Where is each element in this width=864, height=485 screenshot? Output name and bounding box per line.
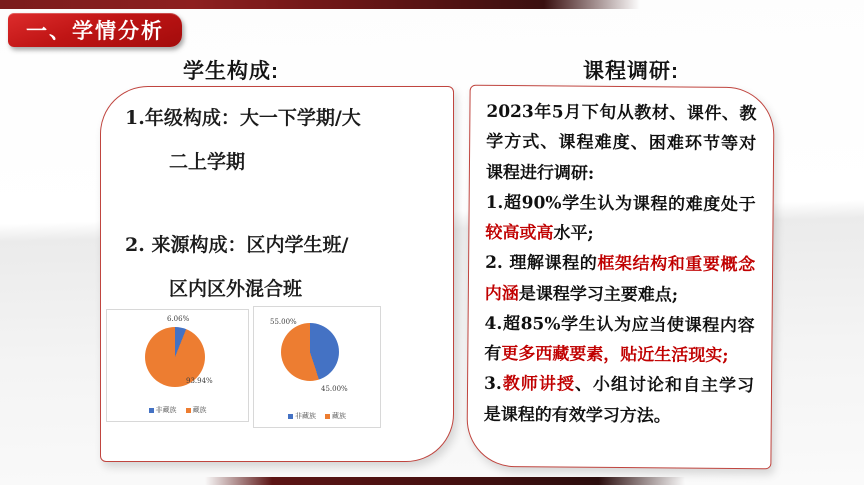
finding-text: 1.超90%学生认为课程的难度处于 bbox=[485, 192, 756, 215]
pie1-blue-value-label: 6.06% bbox=[167, 315, 190, 323]
composition-item-grade bbox=[101, 97, 453, 184]
legend-label: 藏族 bbox=[192, 406, 207, 414]
legend-swatch-orange bbox=[325, 414, 330, 419]
section-banner bbox=[8, 13, 182, 47]
finding-text: 3. bbox=[483, 374, 502, 395]
course-survey-card bbox=[466, 85, 774, 470]
finding-text: 2. 理解课程的 bbox=[485, 253, 598, 275]
section-banner-label: 一、学情分析 bbox=[26, 20, 164, 43]
survey-finding-4 bbox=[484, 309, 755, 372]
finding-text: 是课程学习主要难点; bbox=[518, 283, 679, 306]
legend-label: 藏族 bbox=[332, 412, 346, 420]
legend-item-tibetan bbox=[325, 411, 346, 421]
survey-finding-2 bbox=[485, 248, 756, 311]
legend-label: 非藏族 bbox=[295, 412, 316, 420]
legend-item-non-tibetan bbox=[149, 405, 177, 415]
finding-highlight: 框架结构和重要概念内涵 bbox=[484, 254, 756, 304]
composition-item-origin-line2: 区内区外混合班 bbox=[169, 278, 303, 301]
right-column-header: 课程调研: bbox=[583, 60, 679, 83]
student-composition-card bbox=[100, 86, 454, 462]
pie2-blue-value-label: 45.00% bbox=[321, 385, 348, 393]
pie-chart-panel-1 bbox=[106, 309, 249, 422]
finding-text: 水平; bbox=[553, 223, 594, 244]
legend-swatch-blue bbox=[149, 408, 154, 413]
legend-swatch-orange bbox=[186, 408, 191, 413]
finding-highlight: 教师讲授 bbox=[501, 374, 575, 395]
finding-text: 4.超85%学生认为应当使课程内容有 bbox=[484, 313, 755, 364]
finding-text: 、小组讨论和自主学习是课程的有效学习方法。 bbox=[483, 374, 755, 426]
composition-item-grade-line2: 二上学期 bbox=[169, 150, 246, 173]
legend-label: 非藏族 bbox=[155, 406, 177, 414]
pie1-orange-value-label: 93.94% bbox=[186, 377, 213, 385]
bottom-edge-bar bbox=[205, 477, 685, 485]
pie1-legend bbox=[107, 405, 248, 415]
legend-item-tibetan bbox=[186, 405, 207, 415]
pie-chart-panel-2 bbox=[253, 306, 381, 428]
survey-intro: 2023年5月下旬从教材、课件、教学方式、课程难度、困难环节等对课程进行调研: bbox=[485, 101, 757, 184]
top-edge-bar bbox=[0, 0, 640, 9]
composition-item-grade-line1: 1.年级构成：大一下学期/大 bbox=[125, 107, 361, 129]
legend-item-non-tibetan bbox=[288, 411, 316, 421]
survey-finding-3 bbox=[484, 369, 755, 432]
pie2-orange-value-label: 55.00% bbox=[270, 318, 297, 326]
pie-chart-2 bbox=[281, 323, 339, 381]
legend-swatch-blue bbox=[288, 414, 293, 419]
left-column-header: 学生构成: bbox=[183, 60, 279, 83]
finding-highlight: 更多西藏要素，贴近生活现实; bbox=[501, 343, 729, 366]
finding-highlight: 较高或高 bbox=[485, 222, 554, 244]
composition-item-origin-line1: 2. 来源构成：区内学生班/ bbox=[125, 234, 349, 257]
pie2-legend bbox=[254, 411, 380, 421]
composition-item-origin bbox=[101, 224, 453, 311]
survey-text-body bbox=[468, 86, 774, 432]
survey-finding-1 bbox=[485, 188, 756, 251]
